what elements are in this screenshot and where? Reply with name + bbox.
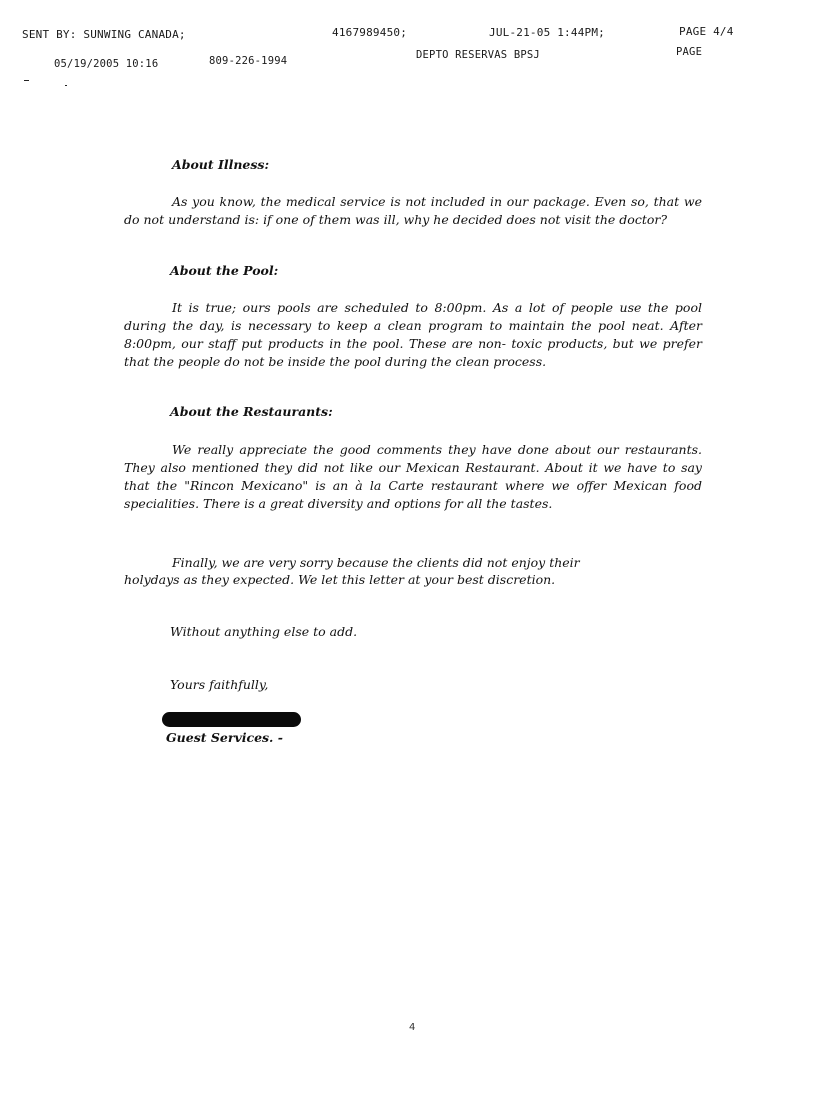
section-heading-illness: About Illness: <box>172 157 270 172</box>
signature-redaction <box>162 712 301 727</box>
section-heading-pool: About the Pool: <box>170 263 279 278</box>
page-number: 4 <box>409 1022 416 1033</box>
fax-date-time: JUL-21-05 1:44PM; <box>489 26 605 39</box>
fax-phone: 4167989450; <box>332 26 408 39</box>
fax-received-phone: 809-226-1994 <box>209 55 288 67</box>
scan-speck <box>65 85 67 86</box>
scan-speck <box>24 80 29 81</box>
finally-partial-line <box>172 555 692 570</box>
fax-sent-by: SENT BY: SUNWING CANADA; <box>22 28 186 41</box>
paragraph-pool: It is true; ours pools are scheduled to 8:00pm. As a lot of people use the pool during the day, is necessary to keep a clean program to maintain the pool neat. After 8:00pm, our staff put products in the pool. These are non- toxic products, but we prefer that the people do not be inside the pool during the clean process. <box>124 300 702 369</box>
closing-line: Yours faithfully, <box>170 677 269 692</box>
paragraph-restaurants: We really appreciate the good comments they have done about our restaurants. They also mentioned they did not like our Mexican Restaurant. About it we have to say that the "Rincon Mexicano" is an à la Carte restaurant where we offer Mexican food specialities. There is a great diversity and options for all the tastes. <box>124 442 702 511</box>
signature-line: Guest Services. - <box>166 730 283 745</box>
finally-line: holydays as they expected. We let this letter at your best discretion. <box>124 572 556 587</box>
paragraph-illness: As you know, the medical service is not included in our package. Even so, that we do not understand is: if one of them was ill, why he decided does not visit the doctor? <box>124 194 702 227</box>
fax-page: PAGE 4/4 <box>679 25 734 38</box>
section-heading-restaurants: About the Restaurants: <box>170 404 333 419</box>
fax-received-date-time: 05/19/2005 10:16 <box>54 58 159 70</box>
finally-partial-text: Finally, we are very sorry because the clients did not enjoy their <box>172 555 580 570</box>
without-line: Without anything else to add. <box>170 624 358 639</box>
fax-page-label: PAGE <box>676 46 703 58</box>
fax-department: DEPTO RESERVAS BPSJ <box>416 49 540 61</box>
